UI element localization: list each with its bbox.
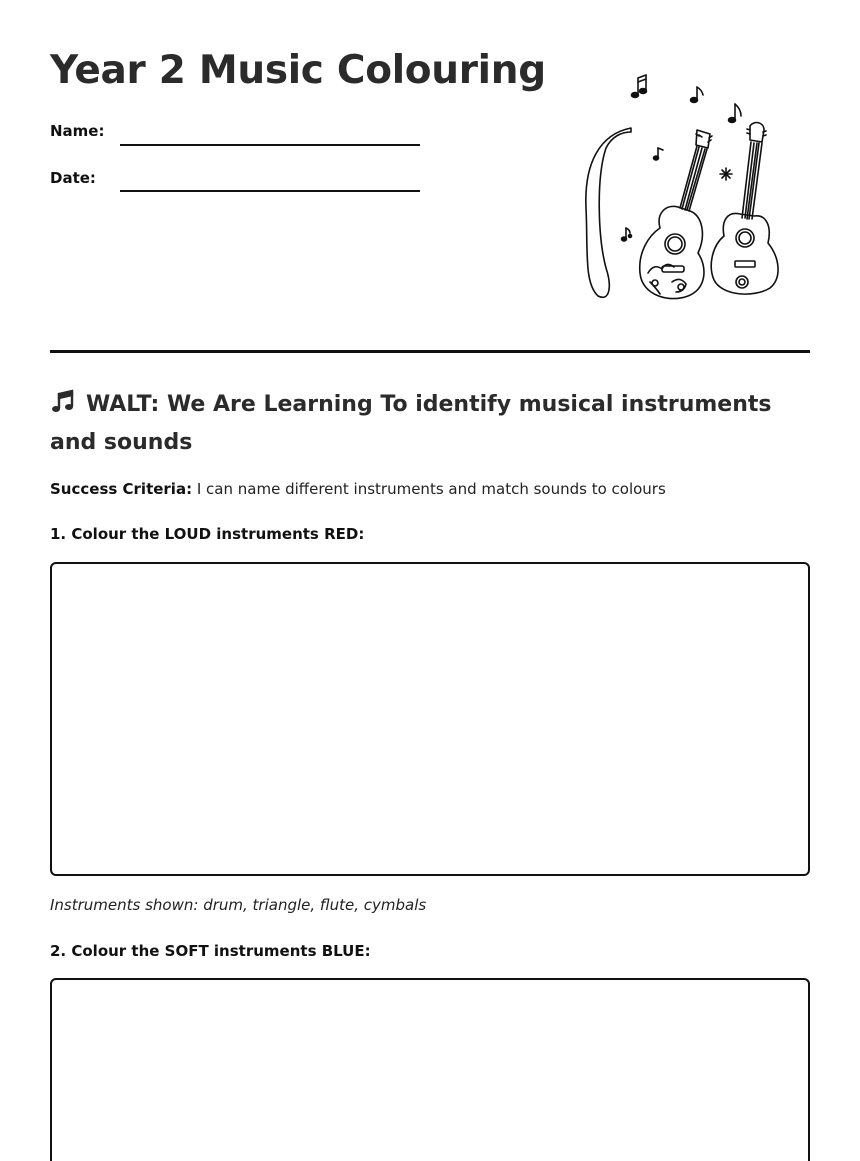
task-2-prompt: 2. Colour the SOFT instruments BLUE: [50,942,371,960]
task-1-caption: Instruments shown: drum, triangle, flute, cymbals [50,896,427,914]
music-note-icon [729,104,742,123]
acoustic-guitar-icon [711,123,778,295]
task-1-colouring-area[interactable] [50,562,810,876]
date-field[interactable] [120,190,420,192]
music-note-icon [654,148,664,160]
date-label: Date: [50,169,96,187]
guitars-illustration [578,68,788,304]
music-note-icon [632,75,647,98]
name-label: Name: [50,122,105,140]
success-criteria-text: I can name different instruments and match sounds to colours [196,480,666,498]
music-note-icon [691,87,704,103]
guitar-strap-icon [586,128,631,297]
task-1-prompt: 1. Colour the LOUD instruments RED: [50,525,365,543]
success-criteria [50,480,666,498]
success-criteria-label: Success Criteria: [50,480,193,498]
name-field[interactable] [120,144,420,146]
sparkle-icon [720,168,732,180]
task-2-colouring-area[interactable] [50,978,810,1161]
section-divider [50,350,810,353]
walt-heading [50,386,810,462]
music-note-icon [50,387,78,415]
acoustic-guitar-icon [640,130,712,299]
music-note-icon [622,228,632,241]
page-title: Year 2 Music Colouring [50,48,546,93]
walt-text: WALT: We Are Learning To identify musical instruments and sounds [50,392,772,455]
